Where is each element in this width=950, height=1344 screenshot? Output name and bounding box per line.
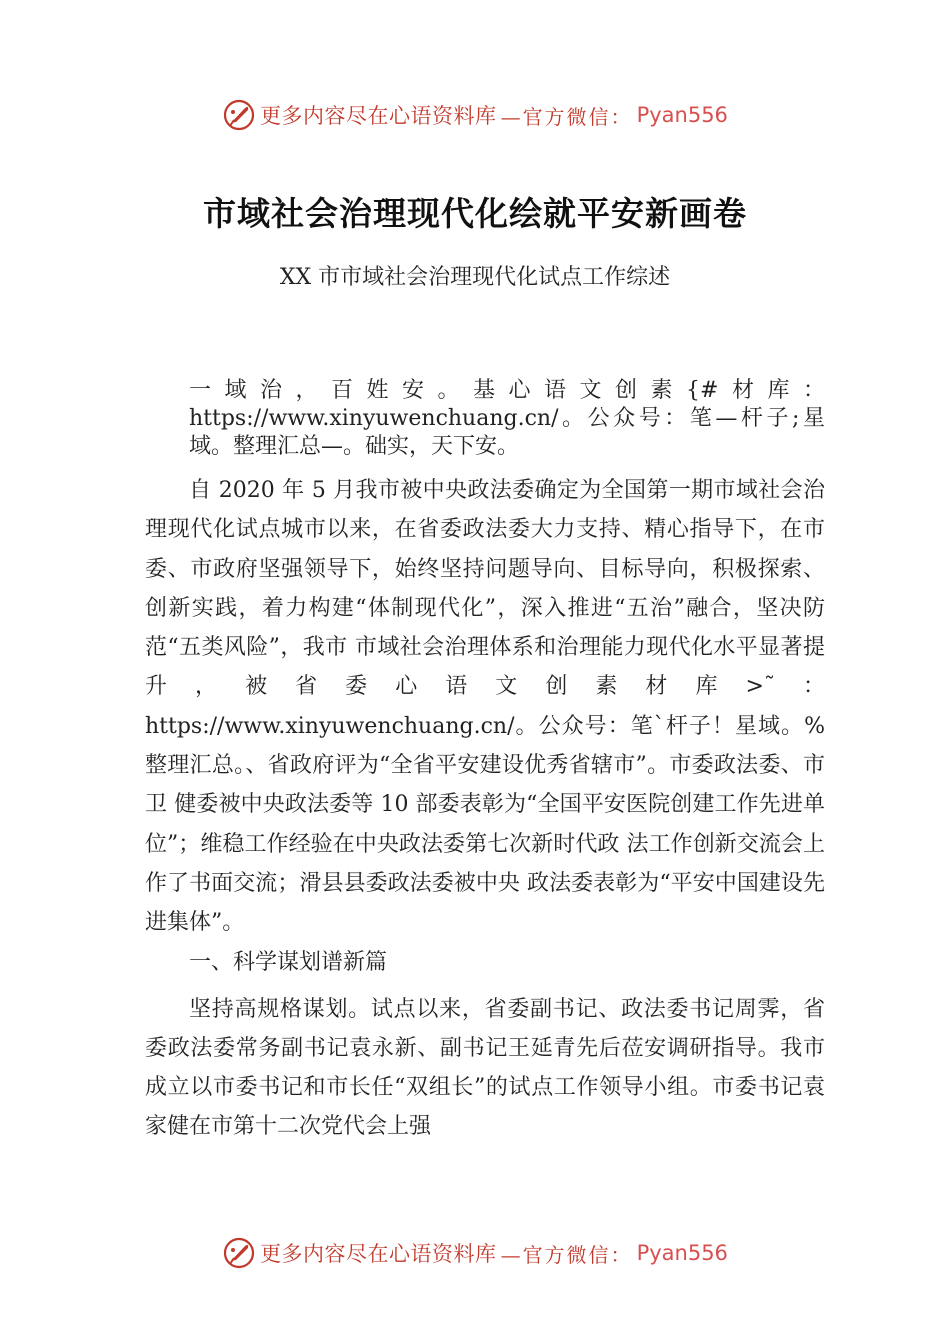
body-paragraph: 坚持高规格谋划。试点以来，省委副书记、政法委书记周霁，省委政法委常务副书记袁永新、副书记王延青先后莅安调研指导。我市成立以市委书记和市长任“双组长”的试点工作领导小组。市委书记袁家健在市第十二次党代会上强: [145, 996, 825, 1140]
document-subtitle: XX 市市域社会治理现代化试点工作综述: [279, 265, 671, 290]
section-heading: 一、科学谋划谱新篇: [189, 949, 388, 975]
header-banner: [0, 95, 950, 135]
quill-logo-icon: [222, 1236, 256, 1270]
banner-contact-text: —官方微信：: [500, 104, 633, 129]
footer-banner: [0, 1233, 950, 1273]
banner-wechat-id: Pyan556: [636, 103, 728, 127]
quill-logo-icon: [222, 98, 256, 132]
banner-contact-text: —官方微信：: [500, 1242, 633, 1267]
body-paragraph: 自 2020 年 5 月我市被中央政法委确定为全国第一期市域社会治理现代化试点城市以来，在省委政法委大力支持、精心指导下，在市委、市政府坚强领导下，始终坚持问题导向、目标导向，积极探索、创新实践，着力构建“体制现代化”，深入推进“五治”融合，坚决防范“五类风险”，我市 市域社会治理体系和治理能力现代化水平显著提升，被省委心语文创素材库>˜：https://www.xinyuwenchuang.cn/。公众号：笔`杆子！星域。%整理汇总。、省政府评为“全省平安建设优秀省辖市”。市委政法委、市卫 健委被中央政法委等 10 部委表彰为“全国平安医院创建工作先进单位”；维稳工作经验在中央政法委第七次新时代政 法工作创新交流会上作了书面交流；滑县县委政法委被中央 政法委表彰为“平安中国建设先进集体”。: [145, 478, 825, 936]
intro-paragraph: 一域治，百姓安。基心语文创素{#材库：https://www.xinyuwenchuang.cn/。公众号：笔—杆子;星域。整理汇总—。础实，天下安。: [189, 378, 825, 459]
banner-wechat-id: Pyan556: [636, 1241, 728, 1265]
banner-brand-text: 更多内容尽在心语资料库: [260, 104, 497, 128]
document-title: 市域社会治理现代化绘就平安新画卷: [203, 194, 747, 233]
banner-brand-text: 更多内容尽在心语资料库: [260, 1242, 497, 1266]
document-body: [145, 377, 825, 1147]
